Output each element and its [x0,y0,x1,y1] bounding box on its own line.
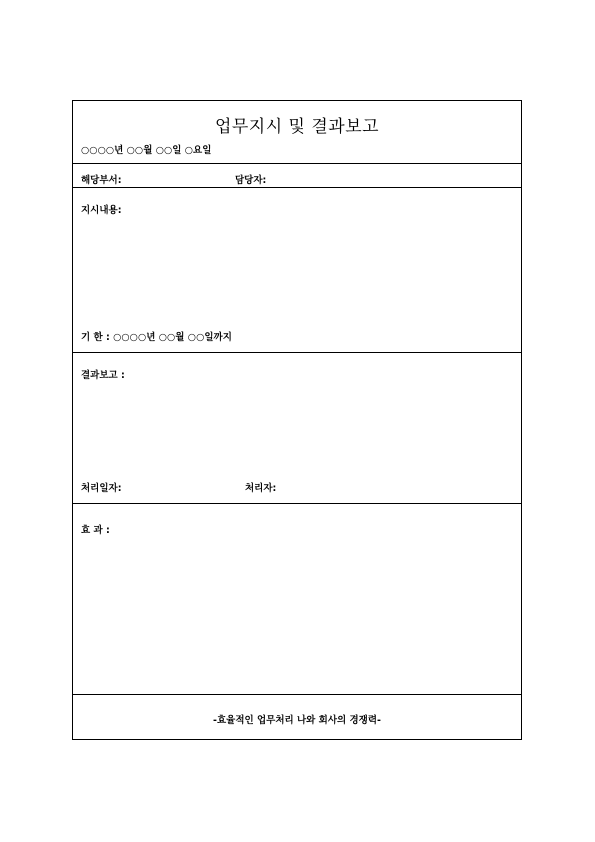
work-order-form [72,100,522,740]
divider [73,163,521,164]
department-label: 해당부서: [81,175,122,186]
processor-label: 처리자: [245,483,277,494]
person-in-charge-label: 담당자: [235,175,267,186]
result-report-label: 결과보고 : [81,370,125,381]
form-title: 업무지시 및 결과보고 [214,117,380,137]
deadline-label: 기 한 : ○○○○년 ○○월 ○○일까지 [81,332,232,343]
effect-label: 효 과 : [81,525,110,536]
form-date: ○○○○년 ○○월 ○○일 ○요일 [81,145,212,156]
divider [73,187,521,188]
footer-slogan: -효율적인 업무처리 나와 회사의 경쟁력- [213,715,381,726]
instruction-label: 지시내용: [81,205,122,216]
divider [73,503,521,504]
divider [73,352,521,353]
processing-date-label: 처리일자: [81,483,122,494]
divider [73,694,521,695]
